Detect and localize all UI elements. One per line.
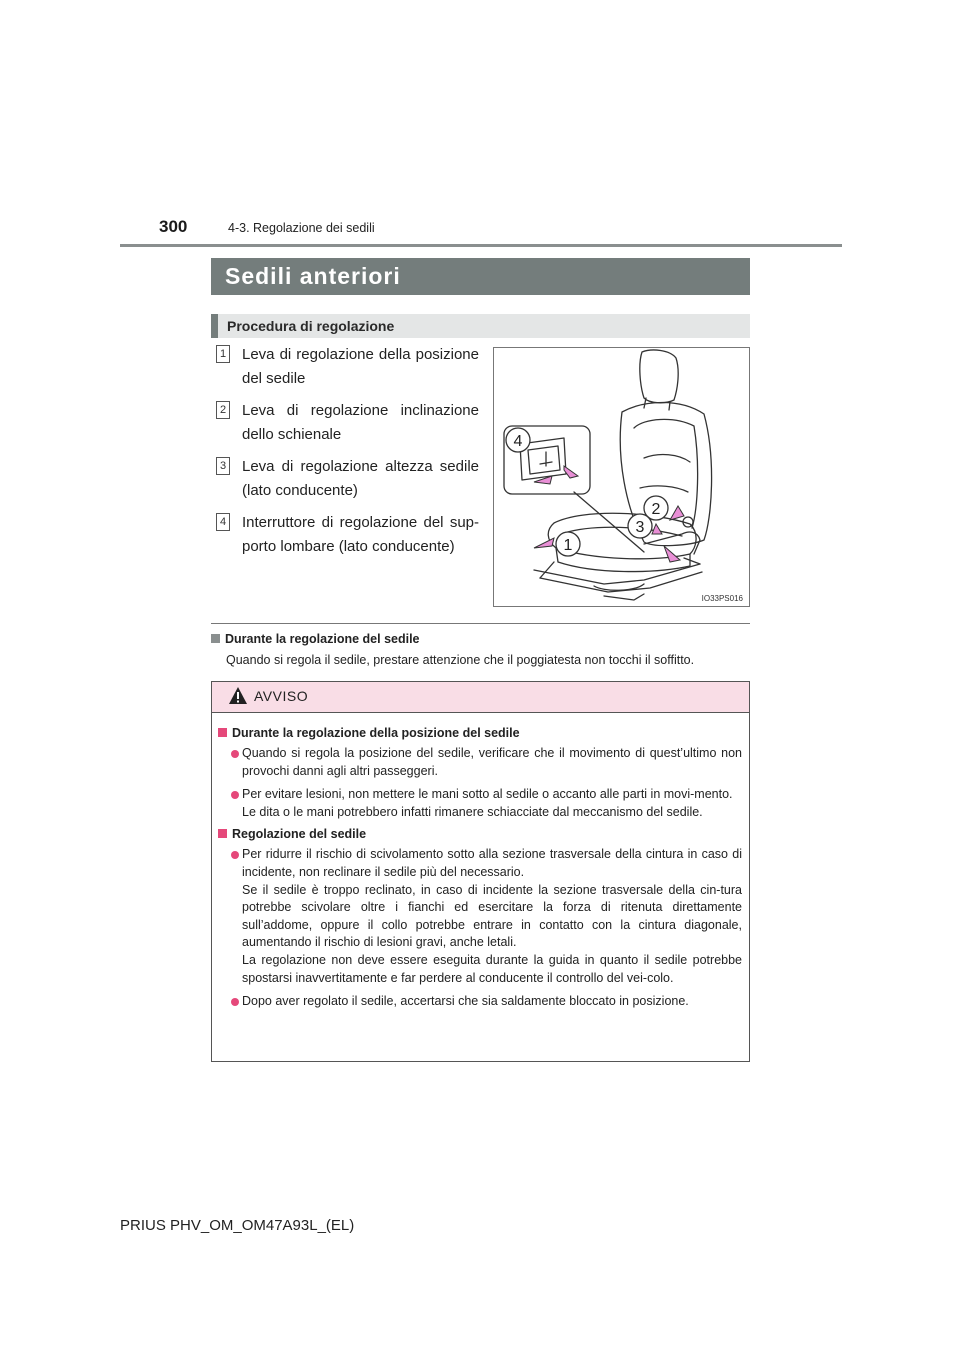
item-number: 3: [216, 457, 230, 475]
warning-bullet-text: Quando si regola la posizione del sedile, verificare che il movimento di quest’ultimo non provochi danni agli altri passeggeri.: [242, 746, 742, 778]
adjustment-list: [216, 343, 479, 567]
item-text: [242, 455, 479, 502]
warning-bullet-text: Per evitare lesioni, non mettere le mani sotto al sedile o accanto alle parti in movi-mento. Le dita o le mani potrebbero infatti rimanere schiacciate dal meccanismo del sedile.: [242, 787, 733, 819]
warning-bullet: [218, 745, 742, 780]
list-item: [216, 399, 479, 446]
header-rule: [120, 244, 842, 247]
item-line: porto lombare (lato conducente): [242, 537, 455, 555]
seat-illustration: [493, 347, 750, 607]
seat-drawing: [494, 348, 749, 606]
note-heading: [211, 632, 420, 646]
note-heading-text: Durante la regolazione del sedile: [225, 632, 420, 646]
warning-bullet: [218, 993, 742, 1011]
item-text: [242, 511, 479, 558]
square-bullet-icon: [218, 829, 227, 838]
list-item: [216, 343, 479, 390]
figure-code: IO33PS016: [701, 594, 743, 603]
list-item: [216, 511, 479, 558]
callout-label: 2: [651, 501, 661, 518]
item-line: Leva di regolazione della posizione: [242, 346, 479, 363]
item-line: (lato conducente): [242, 481, 358, 499]
item-line: dello schienale: [242, 425, 342, 443]
bullet-dot-icon: [231, 791, 239, 799]
warning-title: AVVISO: [254, 688, 309, 704]
square-bullet-icon: [211, 634, 220, 643]
item-line: Interruttore di regolazione del sup-: [242, 514, 479, 531]
callout-label: 1: [563, 537, 573, 554]
page-number: 300: [159, 217, 188, 236]
warning-bullet: [218, 846, 742, 987]
item-number: 4: [216, 513, 230, 531]
warning-heading-text: Durante la regolazione della posizione del sedile: [232, 726, 520, 740]
bullet-dot-icon: [231, 998, 239, 1006]
warning-box: [211, 681, 750, 1062]
square-bullet-icon: [218, 728, 227, 737]
note-body: Quando si regola il sedile, prestare attenzione che il poggiatesta non tocchi il soffitto.: [226, 653, 695, 667]
item-line: Leva di regolazione inclinazione: [242, 402, 479, 419]
warning-heading: [218, 827, 742, 841]
bullet-dot-icon: [231, 750, 239, 758]
warning-header: [212, 682, 749, 713]
item-line: del sedile: [242, 369, 306, 387]
callout-label: 3: [635, 519, 645, 536]
bullet-dot-icon: [231, 851, 239, 859]
warning-bullet-text: Per ridurre il rischio di scivolamento sotto alla sezione trasversale della cintura in caso di incidente, non reclinare il sedile più del necessario. Se il sedile è troppo reclinato, in caso di incidente la sezione trasversale della cin-tura potrebbe scivolare oltre i fianchi ed esercitare la forza di ritenuta direttamente sull’addome, oppure il collo potrebbe entrare in contatto con la cintura diagonale, aumentando il rischio di lesioni gravi, anche letali. La regolazione non deve essere eseguita durante la guida in quanto il sedile potrebbe spostarsi inavvertitamente e far perdere al conducente il controllo del vei-colo.: [242, 847, 742, 985]
warning-heading-text: Regolazione del sedile: [232, 827, 367, 842]
warning-bullet: [218, 786, 742, 821]
page-title: Sedili anteriori: [211, 258, 750, 295]
warning-content: [212, 713, 749, 1011]
footer-code: PRIUS PHV_OM_OM47A93L_(EL): [120, 1217, 355, 1234]
subheading: Procedura di regolazione: [211, 314, 750, 338]
item-number: 2: [216, 401, 230, 419]
item-number: 1: [216, 345, 230, 363]
section-reference: 4-3. Regolazione dei sedili: [228, 221, 375, 235]
warning-heading: [218, 726, 742, 740]
item-text: [242, 399, 479, 446]
warning-triangle-icon: [228, 686, 248, 705]
callout-label: 4: [513, 433, 523, 450]
list-item: [216, 455, 479, 502]
item-line: Leva di regolazione altezza sedile: [242, 458, 479, 475]
warning-bullet-text: Dopo aver regolato il sedile, accertarsi che sia saldamente bloccato in posizione.: [242, 994, 689, 1009]
item-text: [242, 343, 479, 390]
section-divider: [211, 623, 750, 624]
